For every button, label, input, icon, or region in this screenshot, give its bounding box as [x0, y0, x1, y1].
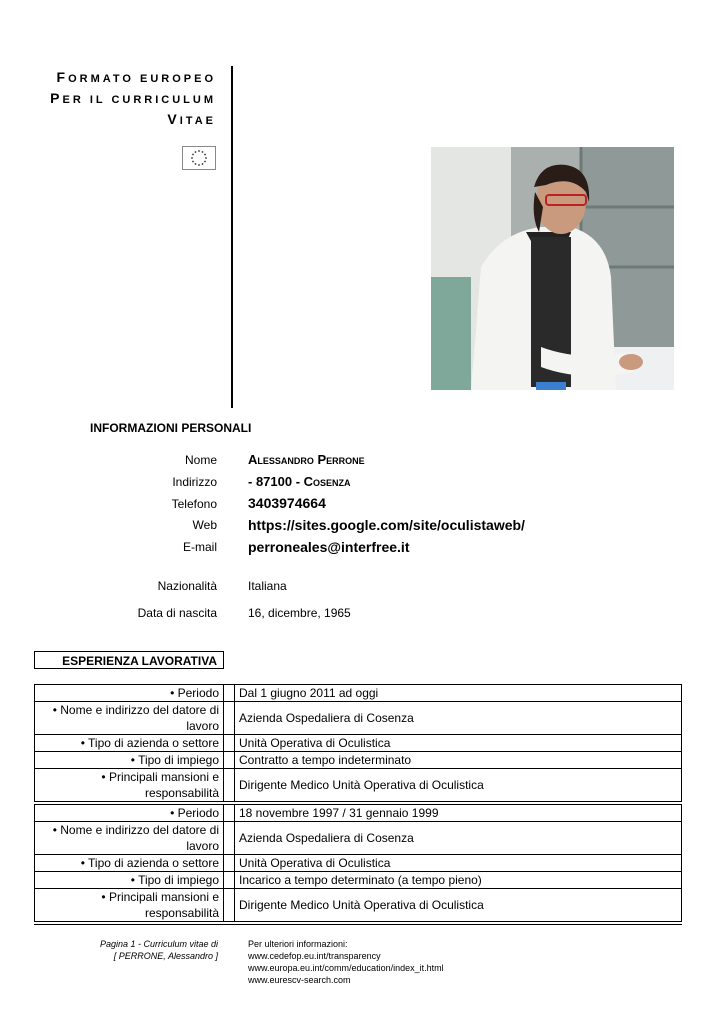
- table-row: [35, 769, 682, 802]
- label-email: E-mail: [182, 540, 217, 554]
- table-row: [35, 855, 682, 872]
- table-row: [35, 702, 682, 735]
- experience-title: ESPERIENZA LAVORATIVA: [62, 654, 217, 668]
- row-label: • Periodo: [35, 805, 224, 822]
- row-value: Incarico a tempo determinato (a tempo pieno): [235, 872, 682, 889]
- footer-link-cedefop[interactable]: www.cedefop.eu.int/transparency: [248, 951, 381, 961]
- experience-entry-2: [34, 804, 682, 922]
- title-line-3: VITAE: [167, 111, 216, 127]
- table-row: [35, 735, 682, 752]
- row-value: Azienda Ospedaliera di Cosenza: [235, 702, 682, 735]
- personal-info-title: INFORMAZIONI PERSONALI: [90, 421, 252, 435]
- row-label: • Tipo di azienda o settore: [35, 855, 224, 872]
- label-web: Web: [192, 518, 217, 532]
- indirizzo-prefix: - 87100 -: [248, 474, 304, 489]
- label-nazionalita: Nazionalità: [157, 579, 217, 593]
- footer-page-line-2: [ PERRONE, Alessandro ]: [113, 951, 218, 961]
- row-label: • Principali mansioni e responsabilità: [35, 769, 224, 802]
- table-row: [35, 872, 682, 889]
- footer-links: [248, 938, 444, 986]
- table-row: [35, 822, 682, 855]
- value-email[interactable]: perroneales@interfree.it: [248, 539, 410, 555]
- table-row: [35, 752, 682, 769]
- row-label: • Tipo di impiego: [35, 872, 224, 889]
- label-nome: Nome: [184, 453, 217, 467]
- row-value: Dirigente Medico Unità Operativa di Oculistica: [235, 769, 682, 802]
- footer-info-line: Per ulteriori informazioni:: [248, 939, 348, 949]
- label-indirizzo: Indirizzo: [172, 475, 217, 489]
- experience-entry-1: [34, 684, 682, 802]
- footer-link-europa[interactable]: www.europa.eu.int/comm/education/index_it.html: [248, 963, 444, 973]
- row-value: 18 novembre 1997 / 31 gennaio 1999: [235, 805, 682, 822]
- vertical-divider: [231, 66, 233, 408]
- table-row: [35, 889, 682, 922]
- label-nascita: Data di nascita: [137, 606, 217, 620]
- row-label: • Tipo di azienda o settore: [35, 735, 224, 752]
- footer-divider: [34, 924, 682, 925]
- row-label: • Principali mansioni e responsabilità: [35, 889, 224, 922]
- table-row: [35, 805, 682, 822]
- title-line-1: FORMATO EUROPEO: [56, 69, 216, 85]
- footer-page-info: [100, 938, 218, 962]
- row-value: Azienda Ospedaliera di Cosenza: [235, 822, 682, 855]
- row-label: • Tipo di impiego: [35, 752, 224, 769]
- title-line-2: PER IL CURRICULUM: [50, 90, 216, 106]
- eu-flag-icon: [182, 146, 216, 170]
- row-label: • Nome e indirizzo del datore di lavoro: [35, 822, 224, 855]
- value-indirizzo: [248, 474, 351, 489]
- value-nazionalita: Italiana: [248, 579, 287, 593]
- cv-title: [50, 68, 216, 131]
- value-telefono: 3403974664: [248, 495, 326, 511]
- row-value: Dirigente Medico Unità Operativa di Oculistica: [235, 889, 682, 922]
- table-row: [35, 685, 682, 702]
- personal-info-heading: [90, 421, 251, 435]
- row-label: • Nome e indirizzo del datore di lavoro: [35, 702, 224, 735]
- value-web[interactable]: https://sites.google.com/site/oculistaweb/: [248, 517, 525, 533]
- row-label: • Periodo: [35, 685, 224, 702]
- profile-photo: [431, 147, 674, 390]
- value-nascita: 16, dicembre, 1965: [248, 606, 351, 620]
- indirizzo-city: Cosenza: [303, 474, 351, 489]
- footer-link-eurescv[interactable]: www.eurescv-search.com: [248, 975, 351, 985]
- value-nome: Alessandro Perrone: [248, 452, 365, 467]
- footer-page-line-1: Pagina 1 - Curriculum vitae di: [99, 939, 218, 949]
- row-value: Contratto a tempo indeterminato: [235, 752, 682, 769]
- row-value: Unità Operativa di Oculistica: [235, 855, 682, 872]
- label-telefono: Telefono: [171, 497, 217, 511]
- experience-heading-box: [34, 651, 224, 669]
- row-value: Unità Operativa di Oculistica: [235, 735, 682, 752]
- row-value: Dal 1 giugno 2011 ad oggi: [235, 685, 682, 702]
